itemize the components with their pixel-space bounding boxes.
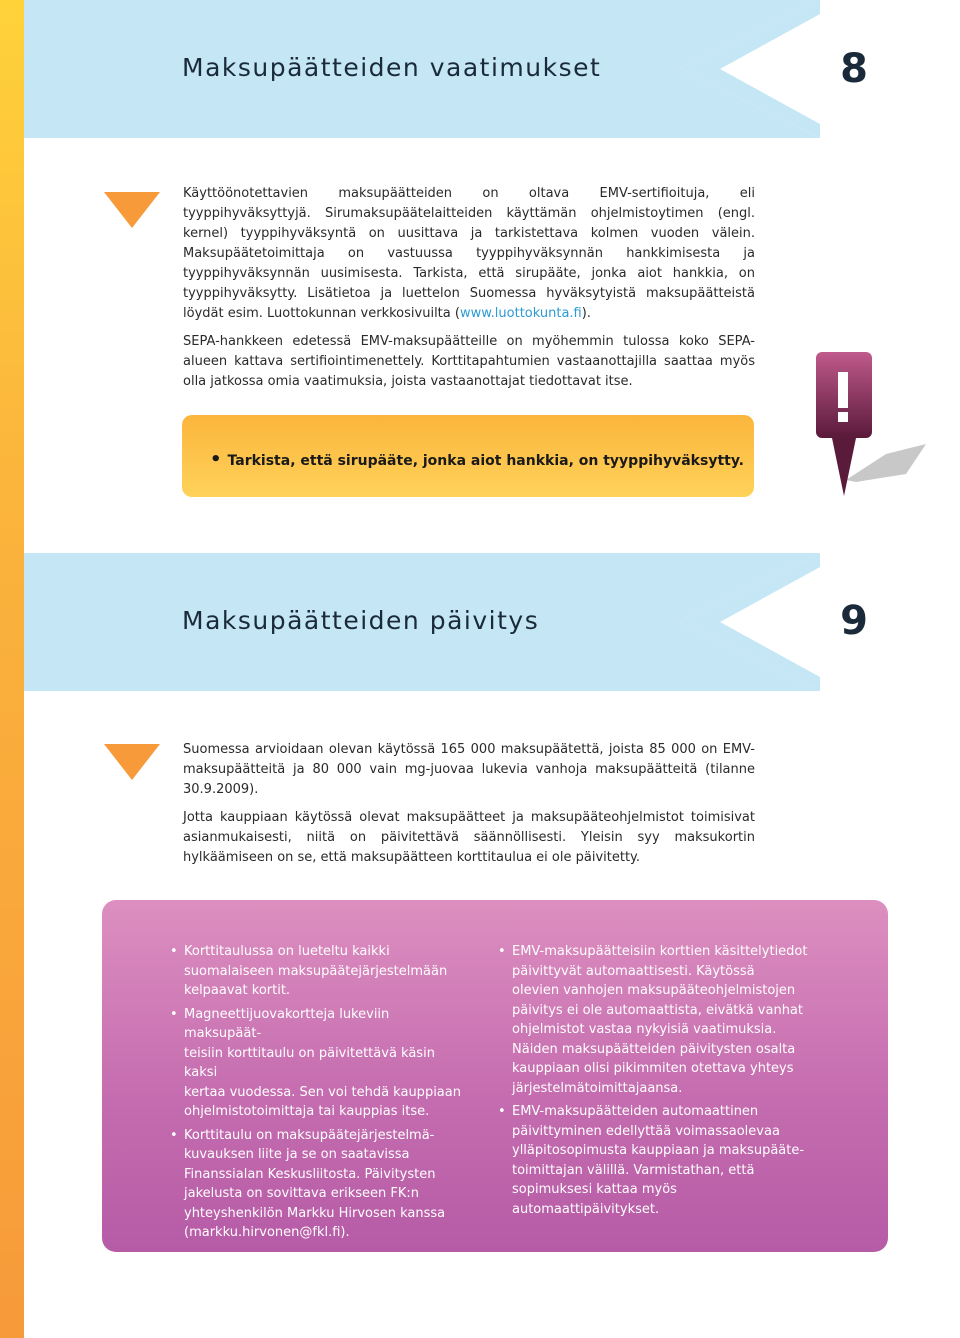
section-9-marker-icon xyxy=(104,744,160,780)
section-9-title: Maksupäätteiden päivitys xyxy=(182,606,540,635)
tip-callout xyxy=(182,415,754,497)
section-9-paragraph-2: Jotta kauppiaan käytössä olevat maksupäätteet ja maksupääteohjelmistot toimisivat asianmukaisesti, niitä on päivitettävä säännöllisesti. Yleisin syy maksukortin hylkäämiseen on se, että maksupäätteen korttitaulua ei ole päivitetty. xyxy=(183,810,755,865)
section-8-paragraph-2: SEPA-hankkeen edetessä EMV-maksupäätteille on myöhemmin tulossa koko SEPA-alueen kattava sertifiointimenettely. Korttitapahtumien vastaanottajilla saattaa myös olla jatkossa omia vaatimuksia, joista vastaanottajat tiedottavat itse. xyxy=(183,334,755,389)
section-8-number: 8 xyxy=(840,46,868,92)
section-8-title: Maksupäätteiden vaatimukset xyxy=(182,53,602,82)
list-item: • Magneettijuovakortteja lukeviin maksupäät- teisiin korttitaulu on päivitettävä käsin kaksi kertaa vuodessa. Sen voi tehdä kauppiaan ohjelmistotoimittaja tai kauppias itse. xyxy=(170,1005,470,1122)
list-item: • Korttitaulussa on lueteltu kaikki suomalaiseen maksupäätejärjestelmään kelpaavat kortit. xyxy=(170,942,470,1001)
paragraph-text-end: ). xyxy=(581,306,591,321)
list-item: • EMV-maksupäätteiden automaattinen päivittyminen edellyttää voimassaolevaa ylläpitosopimusta kauppiaan ja maksupääte- toimittajan välillä. Varmistathan, että sopimuksesi kattaa myös automaattipäivitykset. xyxy=(498,1102,808,1219)
list-item: • EMV-maksupäätteisiin korttien käsittelytiedot päivittyvät automaattisesti. Käytössä olevien vanhojen maksupääteohjelmistojen päivitys ei ole automaattista, eivätkä vanhat ohjelmistot vastaa nykyisiä vaatimuksia. Näiden maksupäätteiden päivitysten osalta kauppiaan olisi pikimmiten otettava yhteys järjestelmätoimittajaansa. xyxy=(498,942,808,1098)
section-9-body xyxy=(183,740,755,876)
info-list-left xyxy=(170,942,470,1247)
section-9-number: 9 xyxy=(840,598,868,644)
luottokunta-link[interactable]: www.luottokunta.fi xyxy=(459,306,582,321)
section-8-body xyxy=(183,184,755,400)
info-list-right xyxy=(498,942,808,1223)
warning-pin-icon xyxy=(786,350,926,500)
info-box xyxy=(102,900,888,1252)
band-arrow-decoration xyxy=(680,553,960,691)
section-8-marker-icon xyxy=(104,192,160,228)
band-arrow-decoration xyxy=(680,0,960,138)
paragraph-text: Käyttöönotettavien maksupäätteiden on oltava EMV-sertifioituja, eli tyyppihyväksyttyjä. Sirumaksupäätelaitteiden käyttämän ohjelmistoytimen (engl. kernel) tyyppihyväksyntä on uusittava ja tarkistettava kolmen vuoden välein. Maksupäätetoimittaja on vastuussa tyyppihyväksynnän hankkimisesta ja tyyppihyväksynnän uusimisesta. Tarkista, että sirupääte, jonka aiot hankkia, on tyyppihyväksytty. Lisätietoa ja luettelon Suomessa hyväksytyistä maksupäätteistä löydät esim. Luottokunnan verkkosivuilta ( xyxy=(183,186,755,321)
tip-callout-text: • Tarkista, että sirupääte, jonka aiot hankkia, on tyyppihyväksytty. xyxy=(210,449,744,470)
section-9-paragraph-1: Suomessa arvioidaan olevan käytössä 165 000 maksupäätettä, joista 85 000 on EMV-maksupäätteitä ja 80 000 vain mg-juovaa lukevia vanhoja maksupäätteitä (tilanne 30.9.2009). xyxy=(183,742,755,797)
side-stripe xyxy=(0,0,24,1338)
section-8-paragraph-1 xyxy=(183,184,755,324)
list-item: • Korttitaulu on maksupäätejärjestelmä- kuvauksen liite ja se on saatavissa Finanssialan Keskusliitosta. Päivitysten jakelusta on sovittava erikseen FK:n yhteyshenkilön Markku Hirvosen kanssa (markku.hirvonen@fkl.fi). xyxy=(170,1126,470,1243)
